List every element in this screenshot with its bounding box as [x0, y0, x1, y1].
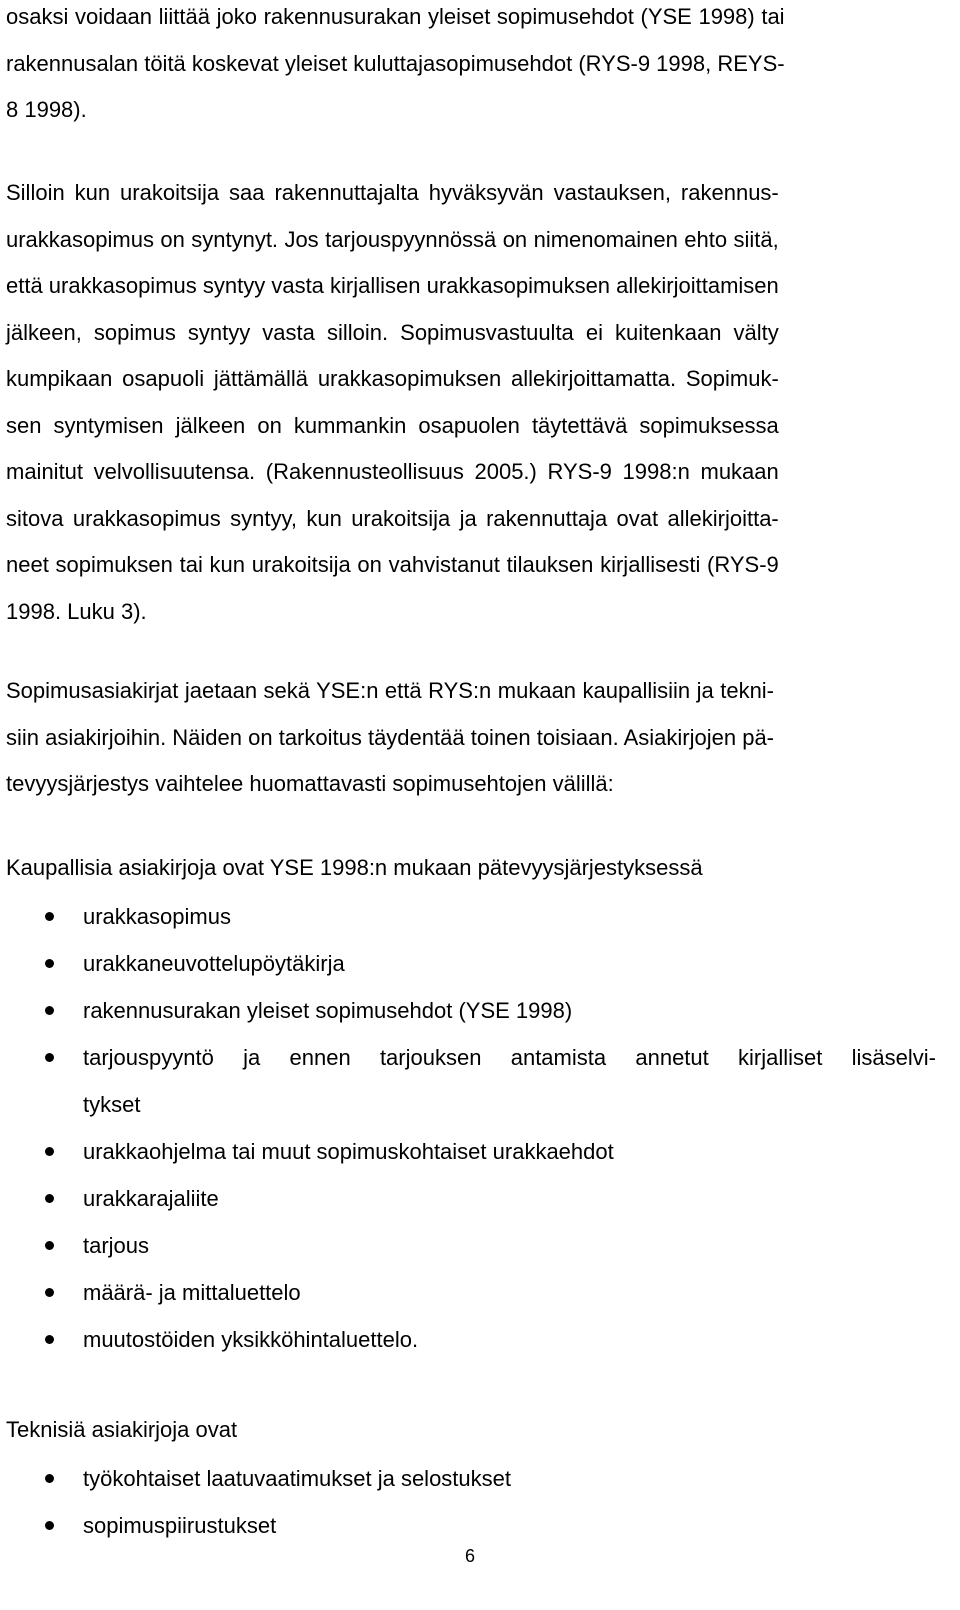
- technical-documents-heading: [6, 1407, 237, 1454]
- text-line: tevyysjärjestys vaihtelee huomattavasti sopimusehtojen välillä:: [6, 771, 614, 796]
- bullet-icon: [45, 1147, 54, 1156]
- list-item: [6, 1034, 936, 1128]
- text-line: 8 1998).: [6, 97, 87, 122]
- text-line: sitova urakkasopimus syntyy, kun urakoitsija ja rakennuttaja ovat allekirjoitta-: [6, 505, 779, 531]
- text-line: Sopimusasiakirjat jaetaan sekä YSE:n että RYS:n mukaan kaupallisiin ja tekni-: [6, 678, 775, 703]
- text-line: että urakkasopimus syntyy vasta kirjallisen urakkasopimuksen allekirjoittamisen: [6, 273, 779, 298]
- bullet-icon: [45, 1474, 54, 1483]
- list-item-text: urakkasopimus: [83, 904, 231, 929]
- list-item: [6, 1222, 936, 1269]
- list-item: [6, 940, 936, 987]
- bullet-icon: [45, 1521, 54, 1530]
- list-item-text: urakkaohjelma tai muut sopimuskohtaiset urakkaehdot: [83, 1139, 614, 1164]
- list-item: [6, 1269, 936, 1316]
- text-line: Silloin kun urakoitsija saa rakennuttajalta hyväksyvän vastauksen, rakennus-: [6, 180, 779, 205]
- text-line: siin asiakirjoihin. Näiden on tarkoitus täydentää toinen toisiaan. Asiakirjojen pä-: [6, 724, 775, 750]
- list-item-text: tarjous: [83, 1233, 150, 1258]
- list-item-text: tykset: [83, 1092, 141, 1117]
- page-number: 6: [464, 1546, 475, 1566]
- text-line: sen syntymisen jälkeen on kummankin osapuolen täytettävä sopimuksessa: [6, 412, 779, 438]
- bullet-icon: [45, 1006, 54, 1015]
- list-item-text: määrä- ja mittaluettelo: [83, 1280, 301, 1305]
- bullet-icon: [45, 1241, 54, 1250]
- text-line: urakkasopimus on syntynyt. Jos tarjouspyynnössä on nimenomainen ehto siitä,: [6, 226, 779, 252]
- list-item-text: tarjouspyyntö ja ennen tarjouksen antamista annetut kirjalliset lisäselvi-: [83, 1045, 936, 1070]
- list-item: [6, 893, 936, 940]
- list-item-text: sopimuspiirustukset: [83, 1513, 277, 1538]
- bullet-icon: [45, 1053, 54, 1062]
- bullet-icon: [45, 1194, 54, 1203]
- list-item-text: työkohtaiset laatuvaatimukset ja selostukset: [83, 1466, 512, 1491]
- text-line: Kaupallisia asiakirjoja ovat YSE 1998:n mukaan pätevyysjärjestyksessä: [6, 855, 703, 880]
- technical-documents-list: [6, 1455, 936, 1549]
- list-item-text: urakkaneuvottelupöytäkirja: [83, 951, 345, 976]
- list-item: [6, 1175, 936, 1222]
- list-item: [6, 1128, 936, 1175]
- bullet-icon: [45, 959, 54, 968]
- text-line: jälkeen, sopimus syntyy vasta silloin. Sopimusvastuulta ei kuitenkaan välty: [6, 319, 779, 345]
- list-item-text: urakkarajaliite: [83, 1186, 219, 1211]
- paragraph-contract-documents: [6, 668, 774, 808]
- list-item: [6, 987, 936, 1034]
- text-line: rakennusalan töitä koskevat yleiset kuluttajasopimusehdot (RYS-9 1998, REYS-: [6, 50, 785, 76]
- paragraph-contract-formation: [6, 170, 779, 635]
- bullet-icon: [45, 912, 54, 921]
- bullet-icon: [45, 1288, 54, 1297]
- text-line: Teknisiä asiakirjoja ovat: [6, 1417, 238, 1442]
- text-line: kumpikaan osapuoli jättämällä urakkasopimuksen allekirjoittamatta. Sopimuk-: [6, 366, 779, 391]
- list-item: [6, 1502, 936, 1549]
- text-line: osaksi voidaan liittää joko rakennusurakan yleiset sopimusehdot (YSE 1998) tai: [6, 4, 785, 29]
- list-item-text: rakennusurakan yleiset sopimusehdot (YSE 1998): [83, 998, 573, 1023]
- commercial-documents-heading: [6, 845, 703, 892]
- commercial-documents-list: [6, 893, 936, 1363]
- list-item: [6, 1316, 936, 1363]
- text-line: mainitut velvollisuutensa. (Rakennusteollisuus 2005.) RYS-9 1998:n mukaan: [6, 459, 779, 484]
- text-line: 1998. Luku 3).: [6, 598, 147, 624]
- text-line: neet sopimuksen tai kun urakoitsija on vahvistanut tilauksen kirjallisesti (RYS-9: [6, 552, 779, 577]
- list-item-text: muutostöiden yksikköhintaluettelo.: [83, 1327, 419, 1352]
- paragraph-contract-terms-continued: [6, 0, 785, 134]
- bullet-icon: [45, 1335, 54, 1344]
- list-item: [6, 1455, 936, 1502]
